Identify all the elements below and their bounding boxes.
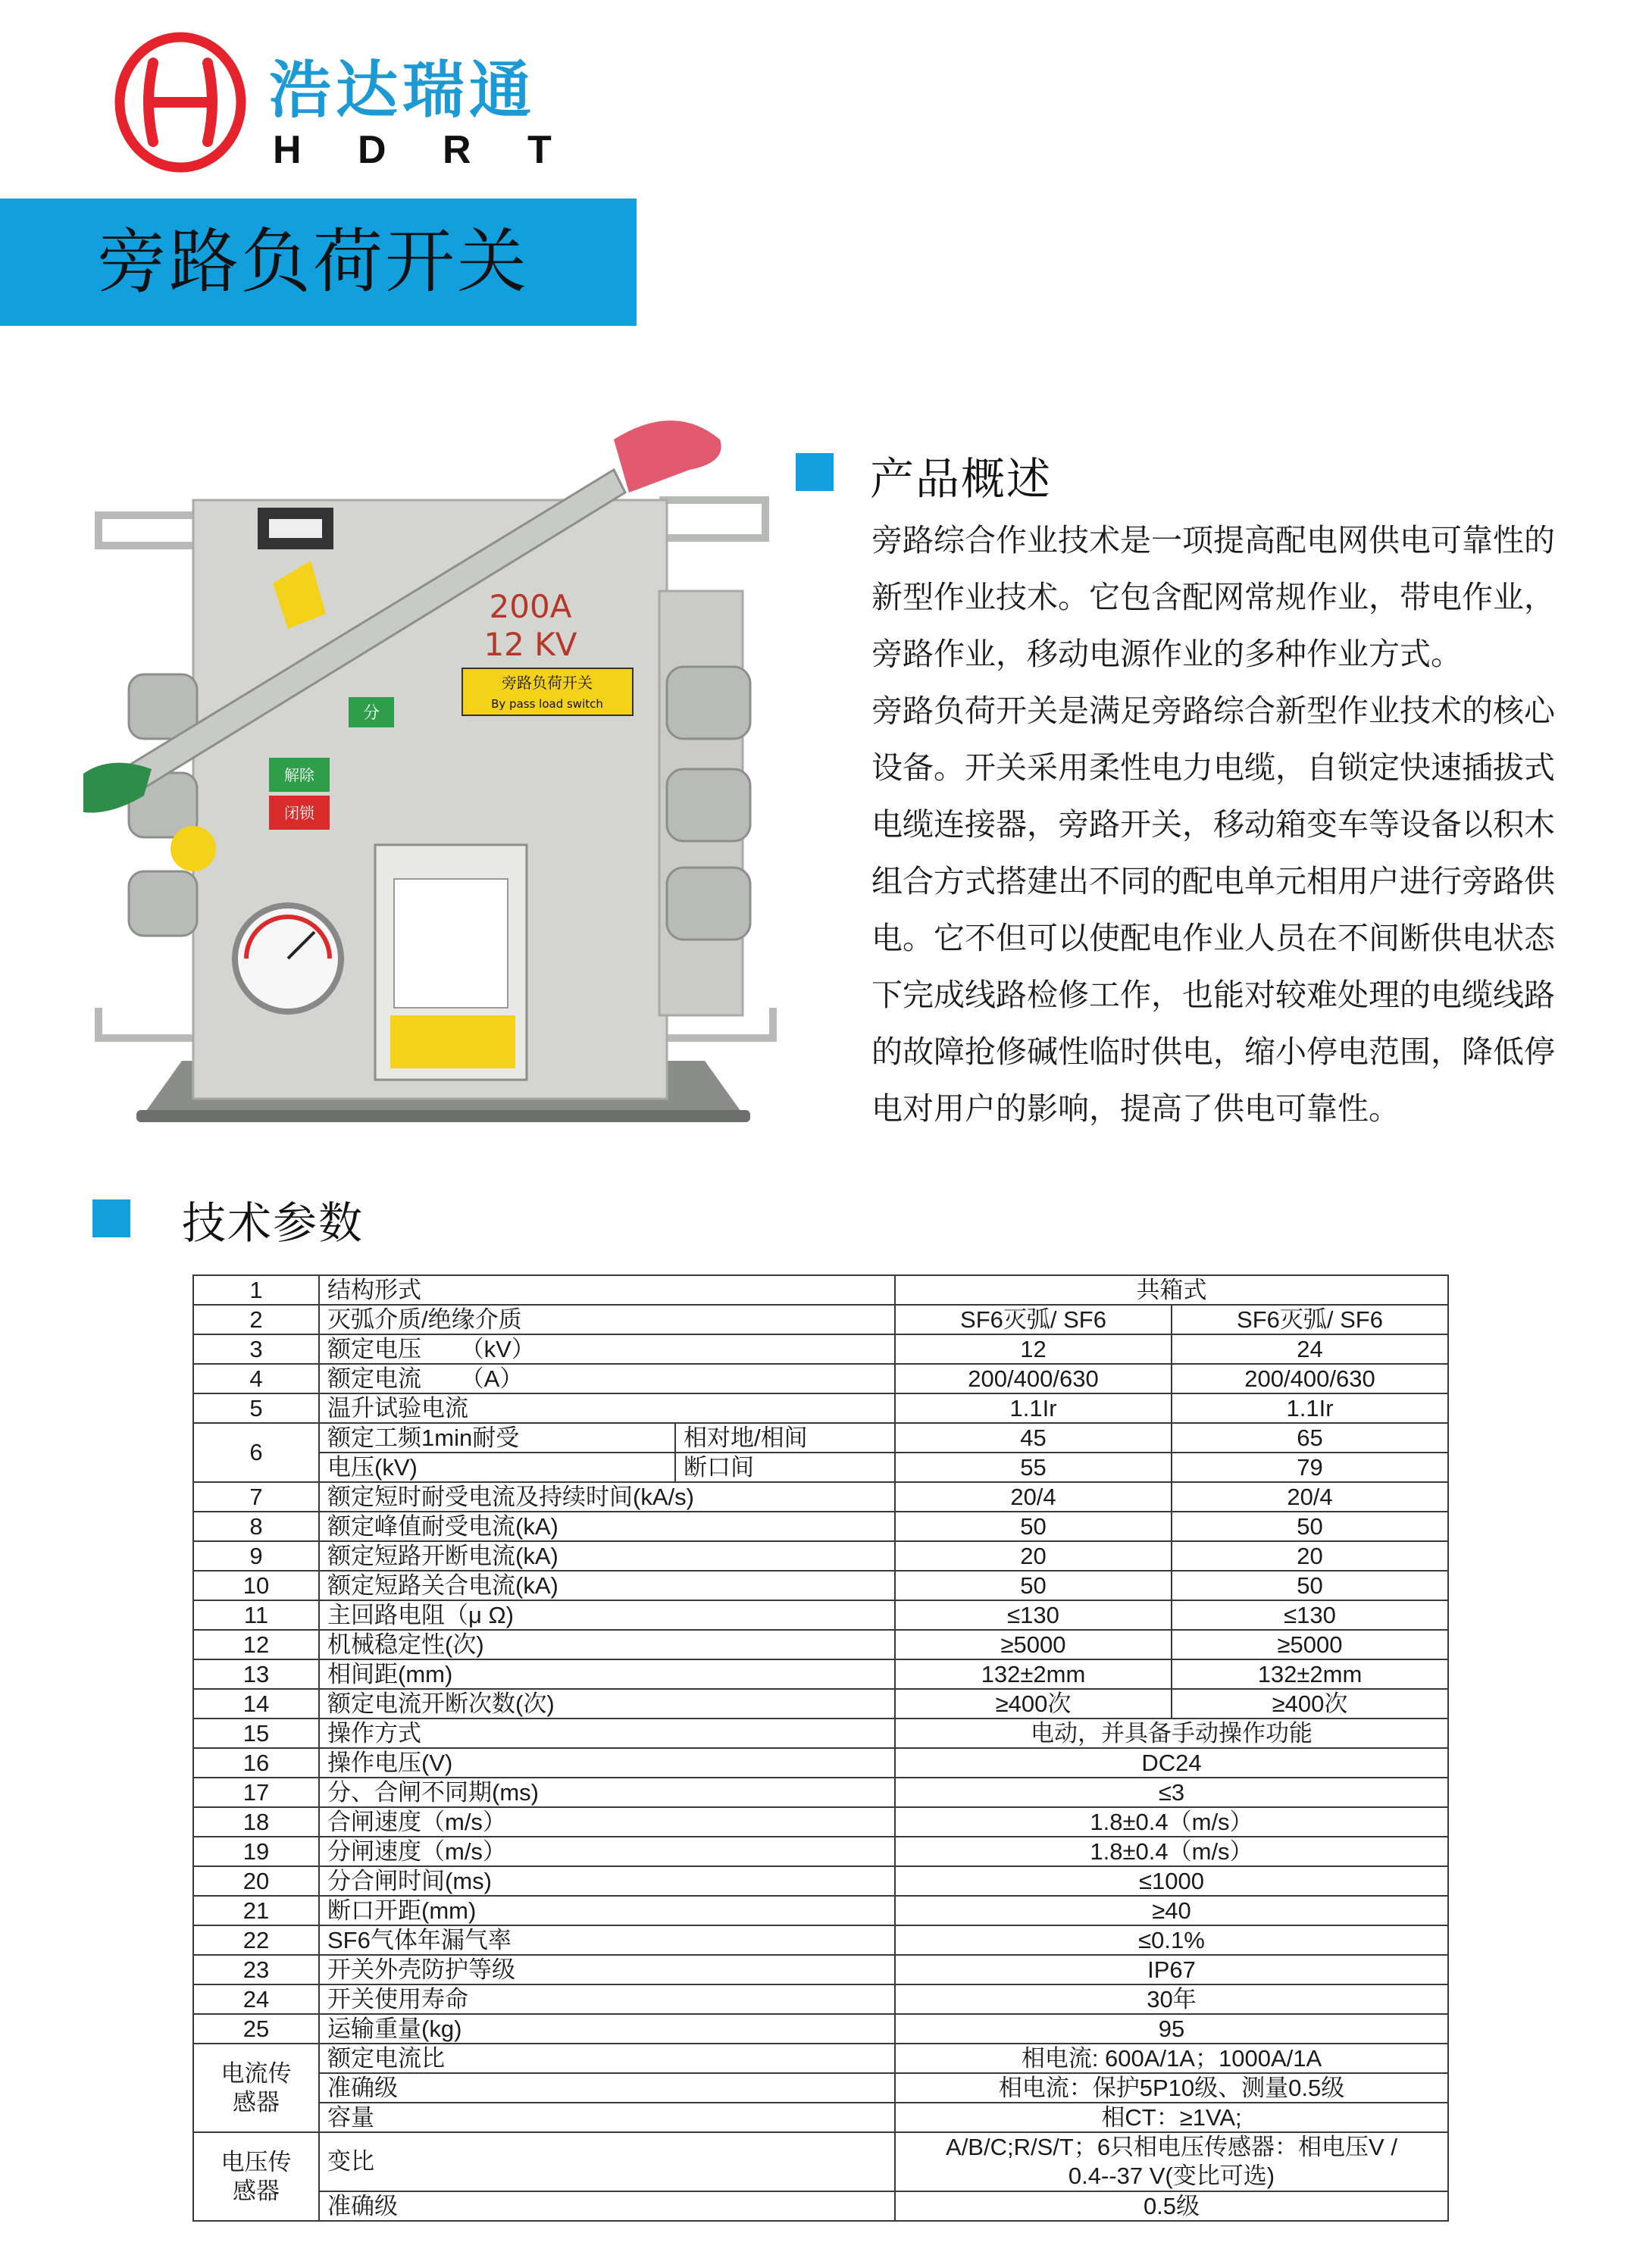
table-cell: 额定短路关合电流(kA)	[319, 1571, 895, 1600]
table-cell: 45	[895, 1423, 1172, 1453]
table-row	[193, 2044, 1448, 2073]
logo-en-text: H D R T	[273, 128, 574, 172]
table-cell: 0.5级	[895, 2191, 1448, 2221]
overview-para-1: 旁路综合作业技术是一项提高配电网供电可靠性的新型作业技术。它包含配网常规作业，带电作业，旁路作业，移动电源作业的多种作业方式。	[871, 522, 1555, 672]
table-row	[193, 2132, 1448, 2191]
table-cell: ≤130	[895, 1600, 1172, 1630]
table-cell: 额定电流比	[319, 2044, 895, 2073]
table-cell: 1.1Ir	[895, 1393, 1172, 1423]
table-row	[193, 2014, 1448, 2044]
table-cell: 断口间	[675, 1453, 895, 1482]
table-cell: ≤0.1%	[895, 1925, 1448, 1955]
table-cell: 5	[193, 1393, 319, 1423]
table-cell: 19	[193, 1837, 319, 1866]
table-cell: 准确级	[319, 2073, 895, 2103]
table-cell: IP67	[895, 1955, 1448, 1984]
table-cell: SF6灭弧/ SF6	[1172, 1305, 1448, 1334]
table-cell: 分闸速度（m/s）	[319, 1837, 895, 1866]
table-cell: ≥5000	[1172, 1630, 1448, 1659]
table-cell: 额定电压 （kV）	[319, 1334, 895, 1364]
handle-left-bottom	[99, 1008, 208, 1038]
table-cell: 温升试验电流	[319, 1393, 895, 1423]
page-title: 旁路负荷开关	[97, 221, 530, 302]
nameplate-en: By pass load switch	[491, 697, 603, 711]
table-cell: 1.8±0.4（m/s）	[895, 1837, 1448, 1866]
table-cell: 24	[193, 1984, 319, 2014]
table-cell: 23	[193, 1955, 319, 1984]
company-logo	[114, 27, 584, 178]
overview-marker	[796, 453, 834, 491]
table-row	[193, 1689, 1448, 1719]
handle-red-grip	[614, 421, 721, 493]
table-cell: 额定工频1min耐受	[319, 1423, 675, 1453]
svg-text:解除: 解除	[284, 766, 314, 784]
table-cell: 14	[193, 1689, 319, 1719]
overview-heading: 产品概述	[870, 453, 1053, 505]
table-cell: 50	[1172, 1571, 1448, 1600]
table-cell: 65	[1172, 1423, 1448, 1453]
rating-current: 200A	[489, 588, 572, 625]
nameplate-cn: 旁路负荷开关	[502, 674, 593, 692]
title-banner	[0, 199, 637, 326]
table-cell: 操作方式	[319, 1719, 895, 1748]
table-row	[193, 1837, 1448, 1866]
table-row	[193, 1305, 1448, 1334]
table-row	[193, 1393, 1448, 1423]
overview-para-2: 旁路负荷开关是满足旁路综合新型作业技术的核心设备。开关采用柔性电力电缆，自锁定快速插拔式电缆连接器，旁路开关，移动箱变车等设备以积木组合方式搭建出不同的配电单元相用户进行旁路供电。它不但可以使配电作业人员在不间断供电状态下完成线路检修工作，也能对较难处理的电缆线路的故障抢修碱性临时供电，缩小停电范围，降低停电对用户的影响，提高了供电可靠性。	[871, 693, 1555, 1127]
table-row	[193, 1334, 1448, 1364]
table-cell: 20/4	[1172, 1482, 1448, 1512]
table-cell: ≥400次	[1172, 1689, 1448, 1719]
table-row	[193, 1925, 1448, 1955]
table-cell: 9	[193, 1541, 319, 1571]
table-row	[193, 1600, 1448, 1630]
table-row	[193, 1512, 1448, 1541]
table-row	[193, 1482, 1448, 1512]
table-cell: SF6气体年漏气率	[319, 1925, 895, 1955]
table-cell: 电压(kV)	[319, 1453, 675, 1482]
table-cell: 1.1Ir	[1172, 1393, 1448, 1423]
table-cell: 2	[193, 1305, 319, 1334]
table-cell: 额定电流开断次数(次)	[319, 1689, 895, 1719]
table-cell: 18	[193, 1807, 319, 1837]
table-cell: 17	[193, 1778, 319, 1807]
table-cell: 共箱式	[895, 1275, 1448, 1305]
table-cell: 30年	[895, 1984, 1448, 2014]
table-row	[193, 1896, 1448, 1925]
table-cell: ≤3	[895, 1778, 1448, 1807]
table-cell: ≥5000	[895, 1630, 1172, 1659]
table-cell: 132±2mm	[895, 1659, 1172, 1689]
table-cell: 主回路电阻（μ Ω)	[319, 1600, 895, 1630]
table-cell: 22	[193, 1925, 319, 1955]
table-cell: 132±2mm	[1172, 1659, 1448, 1689]
table-cell: 50	[895, 1512, 1172, 1541]
table-cell: 200/400/630	[1172, 1364, 1448, 1393]
table-cell: 运输重量(kg)	[319, 2014, 895, 2044]
table-row	[193, 1955, 1448, 1984]
table-row	[193, 1541, 1448, 1571]
table-cell: 合闸速度（m/s）	[319, 1807, 895, 1837]
table-row	[193, 1866, 1448, 1896]
logo-h-icon	[149, 63, 212, 142]
table-cell: 机械稳定性(次)	[319, 1630, 895, 1659]
table-cell: 准确级	[319, 2191, 895, 2221]
table-cell: 13	[193, 1659, 319, 1689]
table-cell: 20	[895, 1541, 1172, 1571]
tech-heading: 技术参数	[182, 1197, 365, 1249]
connectors-left	[129, 674, 197, 936]
table-row	[193, 1719, 1448, 1748]
table-row	[193, 1275, 1448, 1305]
table-cell: 容量	[319, 2103, 895, 2132]
table-cell: 7	[193, 1482, 319, 1512]
table-cell: ≥400次	[895, 1689, 1172, 1719]
table-cell: 15	[193, 1719, 319, 1748]
table-cell: 1.8±0.4（m/s）	[895, 1807, 1448, 1837]
table-cell: 25	[193, 2014, 319, 2044]
table-cell: 结构形式	[319, 1275, 895, 1305]
handle-left-top	[99, 515, 208, 546]
table-cell: 50	[1172, 1512, 1448, 1541]
svg-text:分: 分	[362, 704, 380, 723]
table-row	[193, 2103, 1448, 2132]
handle-right-top	[659, 500, 765, 538]
overview-text	[871, 512, 1584, 1137]
table-cell: SF6灭弧/ SF6	[895, 1305, 1172, 1334]
table-row	[193, 1984, 1448, 2014]
table-cell: ≤1000	[895, 1866, 1448, 1896]
table-cell: 1	[193, 1275, 319, 1305]
table-cell: 8	[193, 1512, 319, 1541]
table-row	[193, 1364, 1448, 1393]
table-cell: 分、合闸不同期(ms)	[319, 1778, 895, 1807]
svg-text:闭锁: 闭锁	[284, 804, 314, 822]
table-row	[193, 2191, 1448, 2221]
table-cell: 操作电压(V)	[319, 1748, 895, 1778]
spec-table	[192, 1274, 1449, 2222]
table-row	[193, 2073, 1448, 2103]
table-cell: 相电流：保护5P10级、测量0.5级	[895, 2073, 1448, 2103]
rating-voltage: 12 KV	[483, 626, 577, 663]
table-row	[193, 1630, 1448, 1659]
table-cell: 200/400/630	[895, 1364, 1172, 1393]
table-cell: 50	[895, 1571, 1172, 1600]
table-cell: 10	[193, 1571, 319, 1600]
ct-label: 电流传感器	[193, 2044, 319, 2132]
table-cell: 24	[1172, 1334, 1448, 1364]
table-cell: 79	[1172, 1453, 1448, 1482]
table-cell: 20	[193, 1866, 319, 1896]
tech-marker	[92, 1199, 130, 1237]
table-cell: 3	[193, 1334, 319, 1364]
yellow-ring	[171, 826, 216, 871]
table-cell: 分合闸时间(ms)	[319, 1866, 895, 1896]
table-cell: 额定电流 （A）	[319, 1364, 895, 1393]
table-row	[193, 1748, 1448, 1778]
table-cell: 开关使用寿命	[319, 1984, 895, 2014]
table-cell: 额定短路开断电流(kA)	[319, 1541, 895, 1571]
table-cell: 11	[193, 1600, 319, 1630]
table-row	[193, 1571, 1448, 1600]
table-row	[193, 1659, 1448, 1689]
table-cell: 变比	[319, 2132, 895, 2191]
table-cell: 相间距(mm)	[319, 1659, 895, 1689]
table-row	[193, 1778, 1448, 1807]
table-cell: 灭弧介质/绝缘介质	[319, 1305, 895, 1334]
table-cell: 相电流: 600A/1A；1000A/1A	[895, 2044, 1448, 2073]
table-cell: 95	[895, 2014, 1448, 2044]
table-cell: 21	[193, 1896, 319, 1925]
table-cell: DC24	[895, 1748, 1448, 1778]
table-cell: 开关外壳防护等级	[319, 1955, 895, 1984]
vt-label: 电压传感器	[193, 2132, 319, 2221]
table-cell: 20	[1172, 1541, 1448, 1571]
table-row	[193, 1807, 1448, 1837]
connectors-right	[667, 667, 750, 940]
table-cell: 16	[193, 1748, 319, 1778]
table-cell: 12	[895, 1334, 1172, 1364]
table-cell: 电动，并具备手动操作功能	[895, 1719, 1448, 1748]
product-photo	[83, 356, 788, 1152]
table-cell: 20/4	[895, 1482, 1172, 1512]
table-cell: ≤130	[1172, 1600, 1448, 1630]
table-cell: 断口开距(mm)	[319, 1896, 895, 1925]
table-cell: ≥40	[895, 1896, 1448, 1925]
table-cell: 相对地/相间	[675, 1423, 895, 1453]
table-cell: 额定短时耐受电流及持续时间(kA/s)	[319, 1482, 895, 1512]
table-cell: 55	[895, 1453, 1172, 1482]
table-cell: 额定峰值耐受电流(kA)	[319, 1512, 895, 1541]
table-cell: A/B/C;R/S/T；6只相电压传感器：相电压V / 0.4--37 V(变比可选)	[895, 2132, 1448, 2191]
table-row	[193, 1423, 1448, 1453]
logo-cn-text: 浩达瑞通	[269, 55, 537, 127]
table-cell: 6	[193, 1423, 319, 1482]
table-row	[193, 1453, 1448, 1482]
table-cell: 4	[193, 1364, 319, 1393]
table-cell: 12	[193, 1630, 319, 1659]
table-cell: 相CT：≥1VA;	[895, 2103, 1448, 2132]
